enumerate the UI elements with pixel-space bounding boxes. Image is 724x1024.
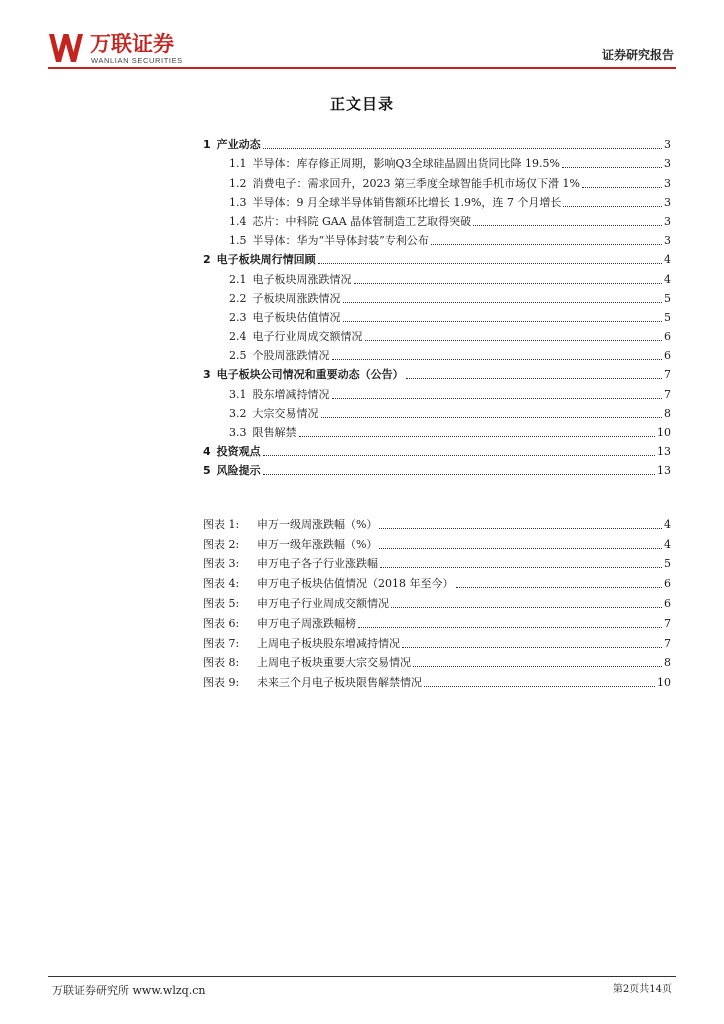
figure-entry-title: 未来三个月电子板块限售解禁情况 [257,676,422,690]
toc-entry[interactable] [203,382,671,401]
toc-entry-title: 个股周涨跌情况 [252,349,330,363]
toc-entry[interactable] [203,152,671,171]
figure-entry-label: 图表 3: [203,557,240,571]
toc-entry-page: 5 [664,291,671,305]
figure-entry-page: 6 [664,596,671,610]
toc-entry-page: 3 [664,234,671,248]
toc-entry-number: 1.2 [229,176,247,190]
toc-entry-page: 6 [664,349,671,363]
toc-entry-number: 1.5 [229,234,247,248]
figure-entry-title: 申万电子周涨跌幅榜 [257,616,356,630]
toc-entry[interactable] [203,402,671,421]
toc-entry-number: 1.3 [229,195,247,209]
toc-entry-title: 投资观点 [216,445,261,459]
toc-entry[interactable] [203,421,671,440]
toc-dot-leader [562,167,662,168]
toc-entry-title: 大宗交易情况 [252,406,319,420]
toc-dot-leader [473,225,662,226]
figure-entry-page: 7 [664,636,671,650]
figure-entry-label: 图表 4: [203,577,240,591]
toc-entry-number: 3.3 [229,426,247,439]
figure-entry-title: 上周电子板块股东增减持情况 [257,636,400,650]
toc-entry-page: 4 [664,272,671,286]
toc-entry[interactable] [203,171,671,190]
toc-entry-number: 2.5 [229,349,247,363]
toc-dot-leader [582,187,662,188]
figure-entry-page: 6 [664,577,671,591]
figure-entry[interactable] [203,611,671,631]
figure-entry-label: 图表 8: [203,656,240,670]
figure-entry-label: 图表 5: [203,596,240,610]
toc-dot-leader [332,398,663,399]
figure-dot-leader [358,627,662,628]
figure-dot-leader [379,528,662,529]
figure-entry[interactable] [203,651,671,671]
page-title: 正文目录 [329,95,394,113]
toc-entry[interactable] [203,363,671,382]
figure-entry-label: 图表 9: [203,676,240,690]
figure-entry-label: 图表 1: [203,517,240,531]
table-of-contents [203,133,671,478]
toc-entry-page: 13 [657,464,671,478]
header-divider [48,67,676,69]
toc-entry[interactable] [203,229,671,248]
toc-dot-leader [365,340,663,341]
logo-chinese-name: 万联证券 [90,32,174,56]
figure-dot-leader [391,607,662,608]
figure-entry-title: 申万电子板块估值情况（2018 年至今） [257,577,454,591]
toc-dot-leader [563,206,662,207]
toc-entry-page: 3 [664,195,671,209]
toc-dot-leader [263,455,655,456]
toc-entry-page: 5 [664,310,671,324]
toc-entry-page: 7 [664,387,671,401]
toc-entry[interactable] [203,191,671,210]
toc-entry-number: 1.1 [229,157,247,171]
figure-entry-title: 申万电子各子行业涨跌幅 [257,557,378,571]
figure-entry-page: 4 [664,517,671,531]
toc-entry-page: 3 [664,214,671,228]
figure-entry[interactable] [203,571,671,591]
toc-entry-number: 3.1 [229,387,247,401]
toc-entry-title: 消费电子：需求回升，2023 第三季度全球智能手机市场仅下滑 1% [252,176,580,190]
toc-entry-number: 4 [203,445,211,459]
figure-entry[interactable] [203,532,671,552]
figure-dot-leader [402,647,662,648]
brand-logo [48,32,248,66]
toc-entry-page: 6 [664,330,671,344]
toc-entry-page: 7 [664,368,671,382]
figure-entry[interactable] [203,670,671,690]
figure-entry-page: 7 [664,616,671,630]
toc-entry-number: 2.2 [229,291,247,305]
toc-entry-number: 1.4 [229,214,247,228]
figure-entry-page: 8 [664,656,671,670]
toc-entry[interactable] [203,306,671,325]
toc-dot-leader [354,283,663,284]
report-type-label: 证券研究报告 [601,48,674,62]
toc-entry-page: 8 [664,406,671,420]
figure-entry-label: 图表 2: [203,537,240,551]
toc-dot-leader [343,302,663,303]
toc-entry[interactable] [203,287,671,306]
figure-entry-title: 申万一级周涨跌幅（%） [257,517,378,531]
figure-entry[interactable] [203,631,671,651]
figure-dot-leader [380,567,662,568]
toc-dot-leader [318,263,662,264]
toc-entry-page: 4 [664,253,671,267]
toc-dot-leader [431,244,662,245]
toc-entry[interactable] [203,325,671,344]
footer-divider [48,976,676,977]
toc-entry[interactable] [203,440,671,459]
toc-entry[interactable] [203,210,671,229]
page-header [48,30,676,66]
toc-entry-number: 2.3 [229,310,247,324]
toc-entry-title: 半导体：华为“半导体封装”专利公布 [252,234,429,248]
toc-dot-leader [321,417,663,418]
toc-dot-leader [263,474,655,475]
toc-entry-page: 3 [664,176,671,190]
toc-dot-leader [332,359,663,360]
toc-entry-number: 2.1 [229,272,247,286]
figure-entry-title: 申万电子行业周成交额情况 [257,596,389,610]
toc-entry-number: 3.2 [229,406,247,420]
figure-entry-label: 图表 7: [203,636,240,650]
logo-mark-icon [48,32,84,64]
toc-entry[interactable] [203,133,671,152]
footer-page-number: 第2页共14页 [612,984,672,995]
figure-entry-page: 4 [664,537,671,551]
toc-entry-title: 电子板块公司情况和重要动态（公告） [216,368,404,382]
toc-entry-number: 3 [203,368,211,382]
figure-entry[interactable] [203,591,671,611]
footer-institution: 万联证券研究所 www.wlzq.cn [52,984,206,997]
figure-entry-page: 5 [664,557,671,571]
toc-entry[interactable] [203,248,671,267]
toc-entry-title: 半导体：库存修正周期，影响Q3全球硅晶圆出货同比降 19.5% [252,157,560,171]
toc-entry-title: 子板块周涨跌情况 [252,291,341,305]
toc-entry-title: 电子行业周成交额情况 [252,330,363,344]
toc-entry[interactable] [203,344,671,363]
toc-entry-title: 股东增减持情况 [252,387,330,401]
toc-entry-page: 3 [664,157,671,171]
toc-entry-page: 3 [664,138,671,152]
figure-entry-page: 10 [657,676,671,690]
toc-entry-title: 电子板块估值情况 [252,310,341,324]
figure-dot-leader [456,587,663,588]
toc-dot-leader [299,436,656,437]
toc-entry-page: 13 [657,445,671,459]
toc-entry-number: 1 [203,138,211,152]
toc-entry[interactable] [203,267,671,286]
toc-dot-leader [263,148,662,149]
toc-entry-page: 10 [657,426,671,439]
toc-entry-title: 风险提示 [216,464,261,478]
toc-dot-leader [343,321,663,322]
figure-entry-title: 申万一级年涨跌幅（%） [257,537,378,551]
toc-entry-number: 2.4 [229,330,247,344]
figure-entry-label: 图表 6: [203,616,240,630]
toc-entry-title: 半导体：9 月全球半导体销售额环比增长 1.9%，连 7 个月增长 [252,195,562,209]
toc-entry-title: 芯片：中科院 GAA 晶体管制造工艺取得突破 [252,214,472,228]
toc-entry-number: 2 [203,253,211,267]
toc-dot-leader [406,378,662,379]
toc-entry-number: 5 [203,464,211,478]
figure-entry[interactable] [203,512,671,532]
logo-english-name: WANLIAN SECURITIES [91,56,183,65]
figure-list [203,512,671,690]
toc-entry-title: 电子板块周行情回顾 [216,253,316,267]
toc-entry[interactable] [203,459,671,478]
toc-entry-title: 电子板块周涨跌情况 [252,272,352,286]
toc-entry-title: 限售解禁 [252,426,297,439]
toc-entry-title: 产业动态 [216,138,261,152]
figure-entry[interactable] [203,552,671,572]
figure-dot-leader [413,666,662,667]
figure-dot-leader [379,548,662,549]
figure-dot-leader [424,686,655,687]
figure-entry-title: 上周电子板块重要大宗交易情况 [257,656,411,670]
